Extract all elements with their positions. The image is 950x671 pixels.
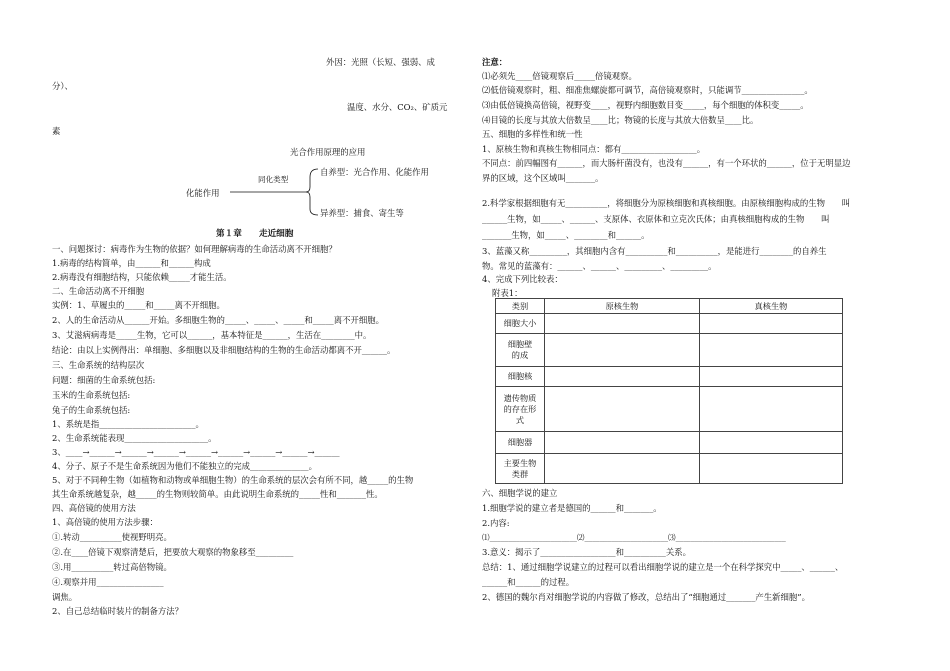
table-row: [496, 367, 843, 387]
section-1-q2: 2.病毒没有细胞结构，只能依赖_____才能生活。: [52, 272, 232, 282]
section-1-q1: 1.病毒的结构简单，由______和______构成: [52, 258, 211, 268]
table-row: [496, 314, 843, 334]
section-4-steps: 1、高倍镜的使用方法步骤：: [52, 517, 158, 527]
table-cell[interactable]: [545, 432, 700, 454]
comparison-table: [495, 298, 843, 484]
section-6-content: ⑴_______________________⑵______________________⑶_____________________________: [482, 533, 786, 542]
note-3: ⑶由低倍镜换高倍镜，视野变____，视野内细胞数目变_____，每个细胞的体积变_____。: [482, 100, 809, 110]
table-row: [496, 432, 843, 454]
table-header: 类别: [496, 299, 545, 314]
diagram-mid-label: 同化类型: [258, 175, 289, 184]
section-4-heading: 四、高倍镜的使用方法: [52, 503, 136, 513]
section-3-item-5: 5、对于不同种生物（如植物和动物或单细胞生物）的生命系统的层次会有所不同，越_____的生物: [52, 475, 414, 485]
section-6-q2: 2.内容:: [482, 518, 510, 528]
section-4-step-4: ④.观察并用________________: [52, 577, 164, 587]
diagram-root: 化能作用: [186, 188, 220, 198]
section-3-q-bacteria: 问题：细菌的生命系统包括:: [52, 375, 156, 385]
table-row: [496, 334, 843, 367]
section-5-q3-a: 3、蓝藻又称_________，其细胞内含有__________和__________，是能进行________的自养生: [482, 246, 827, 256]
table-cell[interactable]: [700, 334, 843, 367]
section-3-item-2: 2、生命系统能表现____________________。: [52, 433, 217, 443]
section-5-q2-a: 2.科学家根据细胞有无__________，将细胞分为原核细胞和真核细胞。由原核细胞构成的生物 叫: [482, 198, 851, 208]
section-2-q1: 实例：1、草履虫的_____和_____离不开细胞。: [52, 300, 225, 310]
table-header-row: [496, 299, 843, 314]
section-6-q3: 3.意义：揭示了__________________和__________关系。: [482, 547, 691, 557]
table-cell[interactable]: [700, 432, 843, 454]
diagram-autotroph: 自养型：光合作用、化能作用: [320, 167, 429, 177]
section-3-q-corn: 玉米的生命系统包括:: [52, 390, 131, 400]
section-3-item-3: 3、____→______→______→______→______→______→______→______→______: [52, 447, 340, 457]
note-1: ⑴必须先____倍镜观察后_____倍镜观察。: [482, 71, 637, 81]
table-header: 原核生物: [545, 299, 700, 314]
section-3-heading: 三、生命系统的结构层次: [52, 360, 145, 370]
section-3-item-5b: 其生命系统越复杂，越_____的生物则较简单。由此说明生命系统的_____性和_______性。: [52, 489, 383, 499]
table-cell[interactable]: [545, 454, 700, 484]
table-header: 真核生物: [700, 299, 843, 314]
section-6-summary-1b: ______和______的过程。: [482, 577, 575, 587]
note-2: ⑵低倍镜观察时，粗、细准焦螺旋都可调节，高倍镜观察时，只能调节_______________。: [482, 85, 813, 95]
section-5-q3-b: 物。常见的蓝藻有：______、______、_________、_________。: [482, 261, 717, 271]
table-row: [496, 454, 843, 484]
section-5-diff-1: 不同点：前四幅图有______，而大肠杆菌没有，也没有______，有一个环状的______，位于无明显边: [482, 158, 851, 168]
section-2-q3: 3、艾滋病病毒是_____生物，它可以______，基本特征是______，生活在________中。: [52, 330, 372, 340]
section-3-q-rabbit: 兔子的生命系统包括:: [52, 405, 131, 415]
section-6-summary-1: 总结：1、通过细胞学说建立的过程可以看出细胞学说的建立是一个在科学探究中_____、______、: [482, 562, 844, 572]
section-6-summary-2: 2、德国的魏尔肖对细胞学说的内容做了修改，总结出了“细胞通过_______产生新细胞”。: [482, 592, 810, 602]
table-cell[interactable]: [545, 367, 700, 387]
section-5-heading: 五、细胞的多样性和统一性: [482, 129, 583, 139]
external-factors-line: 外因：光照（长短、强弱、成: [326, 57, 435, 67]
table-row: [496, 387, 843, 432]
section-5-diff-2: 界的区域，这个区域叫_______。: [482, 173, 604, 183]
section-4-step-3: ③.用__________转过高倍物镜。: [52, 562, 172, 572]
section-2-heading: 二、生命活动离不开细胞: [52, 286, 145, 296]
chapter-title: 第１章 走近细胞: [216, 229, 294, 239]
note-heading: 注意：: [482, 57, 508, 67]
table-row-label: 遗传物质 的存在形 式: [496, 387, 545, 432]
table-cell[interactable]: [545, 314, 700, 334]
external-factors-line-2: 分）、: [52, 81, 73, 91]
external-factors-line-3: 温度、水分、CO₂、矿质元: [347, 102, 448, 112]
table-cell[interactable]: [545, 334, 700, 367]
note-4: ⑷目镜的长度与其放大倍数呈____比；物镜的长度与其放大倍数呈____比。: [482, 115, 759, 125]
table-cell[interactable]: [545, 387, 700, 432]
table-row-label: 细胞大小: [496, 314, 545, 334]
table-cell[interactable]: [700, 387, 843, 432]
table-row-label: 主要生物 类群: [496, 454, 545, 484]
section-5-q2-c: _______生物，如_____、________和______。: [482, 230, 650, 240]
external-factors-line-4: 素: [52, 126, 61, 136]
section-5-q4: 4、完成下列比较表：: [482, 274, 563, 284]
table-row-label: 细胞器: [496, 432, 545, 454]
section-2-conclusion: 结论：由以上实例得出：单细胞、多细胞以及非细胞结构的生物的生命活动都离不开______。: [52, 345, 396, 355]
section-5-q1: 1、原核生物和真核生物相同点：都有__________________。: [482, 144, 706, 154]
diagram-heterotroph: 异养型：捕食、寄生等: [320, 208, 404, 218]
section-4-step-4b: 调焦。: [52, 592, 78, 602]
classification-brace: [228, 165, 323, 220]
section-5-q2-b: ______生物，如_____、______、支原体、衣原体和立克次氏体；由真核细胞构成的生物 叫: [482, 214, 830, 224]
section-1-heading: 一、问题探讨：病毒作为生物的依据？如何理解病毒的生命活动离不开细胞？: [52, 244, 337, 254]
table-row-label: 细胞壁 的成: [496, 334, 545, 367]
section-4-q2: 2、自己总结临时装片的制备方法？: [52, 606, 183, 616]
section-4-step-1: ①.转动__________使视野明亮。: [52, 532, 172, 542]
table-cell[interactable]: [700, 454, 843, 484]
diagram-title: 光合作用原理的应用: [290, 147, 366, 157]
table-caption: 附表1：: [492, 288, 523, 298]
table-cell[interactable]: [700, 367, 843, 387]
section-6-heading: 六、细胞学说的建立: [482, 488, 558, 498]
section-3-item-1: 1、系统是指_______________________。: [52, 419, 204, 429]
table-cell[interactable]: [700, 314, 843, 334]
section-3-item-4: 4、分子、原子不是生命系统因为他们不能独立的完成______________。: [52, 461, 317, 471]
section-4-step-2: ②.在____倍镜下观察清楚后，把要放大观察的物象移至_________: [52, 547, 294, 557]
table-row-label: 细胞核: [496, 367, 545, 387]
section-2-q2: 2、人的生命活动从______开始。多细胞生物的_____、_____、_____和_____离不开细胞。: [52, 315, 384, 325]
section-6-q1: 1.细胞学说的建立者是德国的______和_______。: [482, 503, 662, 513]
